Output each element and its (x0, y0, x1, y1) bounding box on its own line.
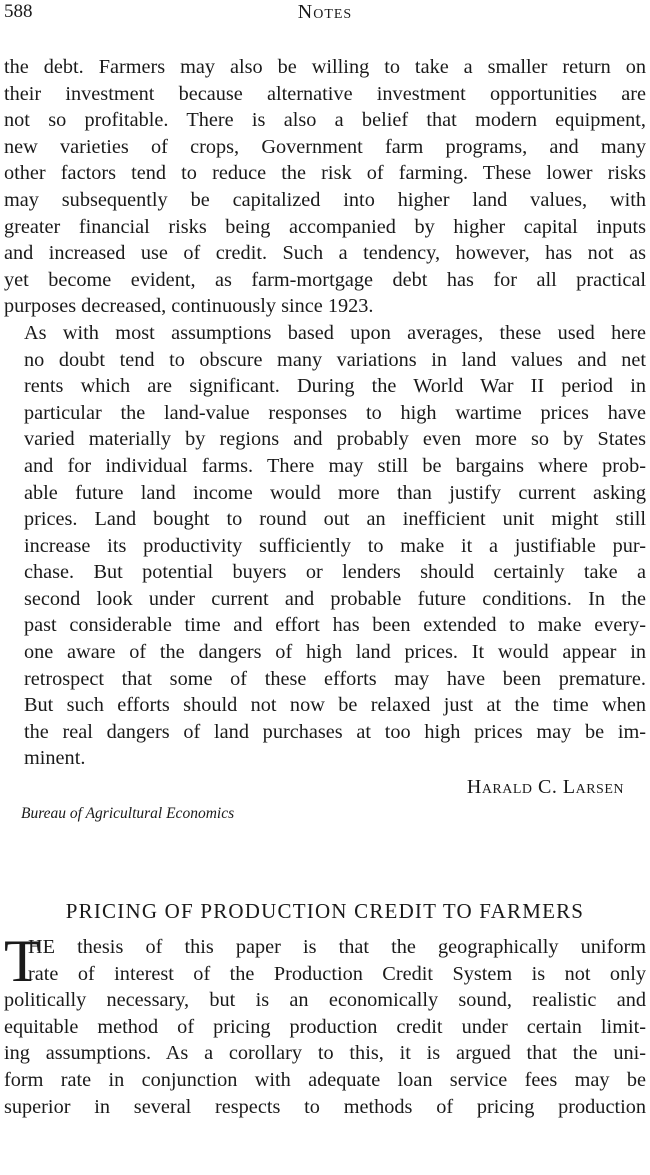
text-line: retrospect that some of these efforts may have been premature. (24, 667, 646, 690)
text-line: the debt. Farmers may also be willing to take a smaller return on (4, 56, 646, 78)
text-line: ing assumptions. As a corollary to this, it is argued that the uni- (4, 1042, 646, 1065)
text-line: the real dangers of land purchases at too high prices may be im- (24, 720, 646, 743)
text-line: may subsequently be capitalized into higher land values, with (4, 188, 646, 211)
text-line: rate of interest of the Production Credit System is not only (28, 962, 646, 985)
text-line: new varieties of crops, Government farm programs, and many (4, 135, 646, 158)
text-line: increase its productivity sufficiently to make it a justifiable pur- (24, 534, 646, 557)
text-line: But such efforts should not now be relaxed just at the time when (24, 694, 646, 717)
text-line: their investment because alternative investment opportunities are (4, 82, 646, 105)
text-line: not so profitable. There is also a belief that modern equipment, (4, 109, 646, 132)
text-line: superior in several respects to methods of pricing production (4, 1095, 646, 1118)
drop-cap: T (4, 928, 41, 995)
text-line: equitable method of pricing production credit under certain limit- (4, 1015, 646, 1038)
text-line: As with most assumptions based upon averages, these used here (24, 321, 646, 344)
text-line: greater financial risks being accompanied by higher capital inputs (4, 215, 646, 238)
text-line: minent. (24, 747, 86, 770)
text-line: and for individual farms. There may still be bargains where prob- (24, 454, 646, 477)
text-line: able future land income would more than justify current asking (24, 481, 646, 504)
paragraph-debt-risk (4, 54, 646, 320)
text-line: form rate in conjunction with adequate loan service fees may be (4, 1069, 646, 1091)
article-title: PRICING OF PRODUCTION CREDIT TO FARMERS (65, 899, 585, 924)
notes-body (4, 54, 646, 772)
running-title: Notes (297, 1, 353, 23)
text-line: and increased use of credit. Such a tendency, however, has not as (4, 242, 646, 265)
text-line: no doubt tend to obscure many variations in land values and net (24, 348, 646, 371)
text-line: yet become evident, as farm-mortgage debt has for all practical (4, 268, 646, 291)
text-line: varied materially by regions and probably even more so by States (24, 428, 646, 451)
text-line: other factors tend to reduce the risk of farming. These lower risks (4, 162, 646, 185)
author-affiliation: Bureau of Agricultural Economics (21, 805, 235, 823)
page-number: 588 (4, 1, 33, 22)
text-line: chase. But potential buyers or lenders should certainly take a (24, 561, 646, 584)
running-head (4, 0, 646, 26)
text-line: one aware of the dangers of high land prices. It would appear in (24, 641, 646, 664)
text-line: HE thesis of this paper is that the geographically uniform (28, 936, 646, 959)
article-paragraph (4, 928, 646, 1120)
journal-page (4, 0, 646, 1120)
text-line: particular the land-value responses to high wartime prices have (24, 401, 646, 424)
text-line: purposes decreased, continuously since 1923. (4, 295, 374, 318)
text-line: prices. Land bought to round out an inefficient unit might still (24, 508, 646, 531)
text-line: past considerable time and effort has been extended to make every- (24, 614, 646, 637)
text-line: rents which are significant. During the World War II period in (24, 375, 646, 398)
article-body (4, 928, 646, 1120)
author-signature: Harald C. Larsen (466, 776, 624, 799)
text-line: politically necessary, but is an economically sound, realistic and (4, 989, 646, 1012)
text-line: second look under current and probable future conditions. In the (24, 587, 646, 610)
paragraph-assumptions (4, 320, 646, 772)
